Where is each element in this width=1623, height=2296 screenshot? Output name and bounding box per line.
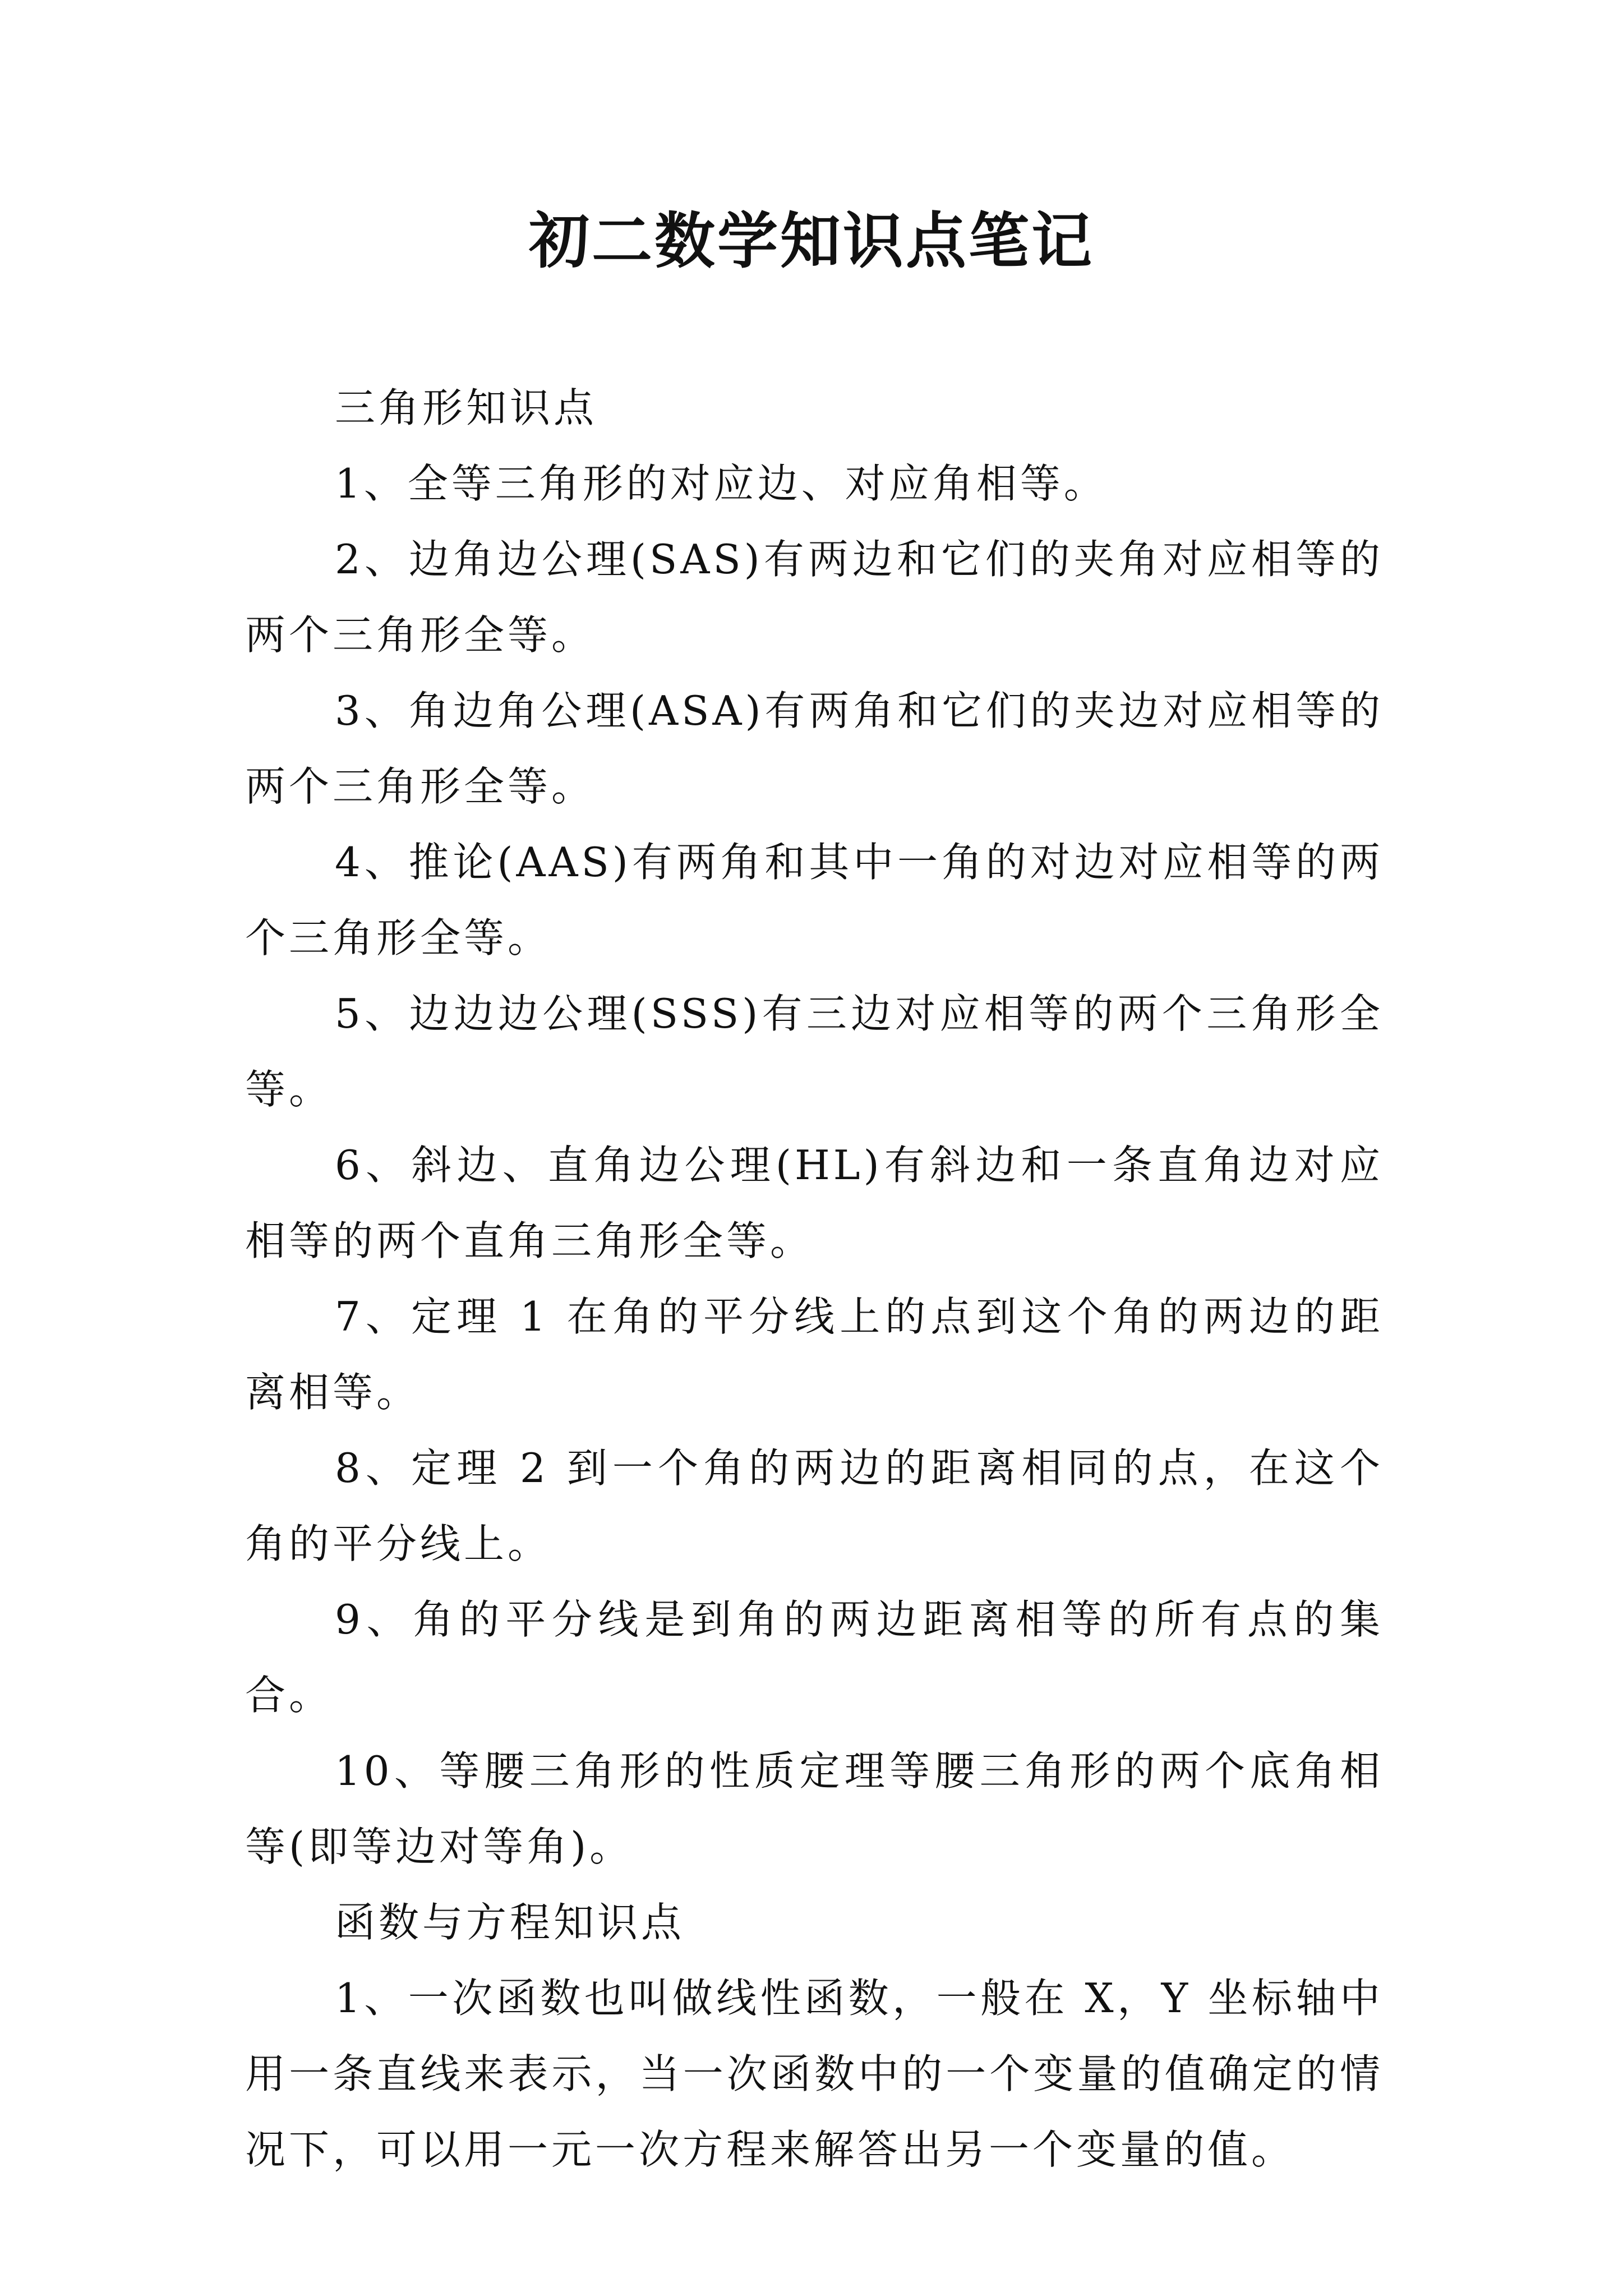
paragraph: 6、斜边、直角边公理(HL)有斜边和一条直角边对应相等的两个直角三角形全等。 [245,1142,1384,1264]
paragraph: 1、一次函数也叫做线性函数，一般在 X，Y 坐标轴中用一条直线来表示，当一次函数中的一个变量的值确定的情况下，可以用一元一次方程来解答出另一个变量的值。 [245,1975,1384,2173]
section-heading-triangles: 三角形知识点 [335,384,598,431]
paragraph: 8、定理 2 到一个角的两边的距离相同的点，在这个角的平分线上。 [245,1444,1384,1567]
paragraph: 9、角的平分线是到角的两边距离相等的所有点的集合。 [245,1596,1384,1719]
paragraph: 2、边角边公理(SAS)有两边和它们的夹角对应相等的两个三角形全等。 [245,536,1384,659]
paragraph: 4、推论(AAS)有两角和其中一角的对边对应相等的两个三角形全等。 [245,839,1384,961]
paragraph: 5、边边边公理(SSS)有三边对应相等的两个三角形全等。 [245,990,1384,1113]
paragraph: 3、角边角公理(ASA)有两角和它们的夹边对应相等的两个三角形全等。 [245,687,1384,810]
document-body [245,370,1384,2188]
paragraph: 7、定理 1 在角的平分线上的点到这个角的两边的距离相等。 [245,1293,1384,1416]
paragraph: 10、等腰三角形的性质定理等腰三角形的两个底角相等(即等边对等角)。 [245,1747,1384,1870]
document-title: 初二数学知识点笔记 [528,206,1094,277]
section-heading-functions: 函数与方程知识点 [335,1899,685,1946]
paragraph: 1、全等三角形的对应边、对应角相等。 [335,460,1108,507]
